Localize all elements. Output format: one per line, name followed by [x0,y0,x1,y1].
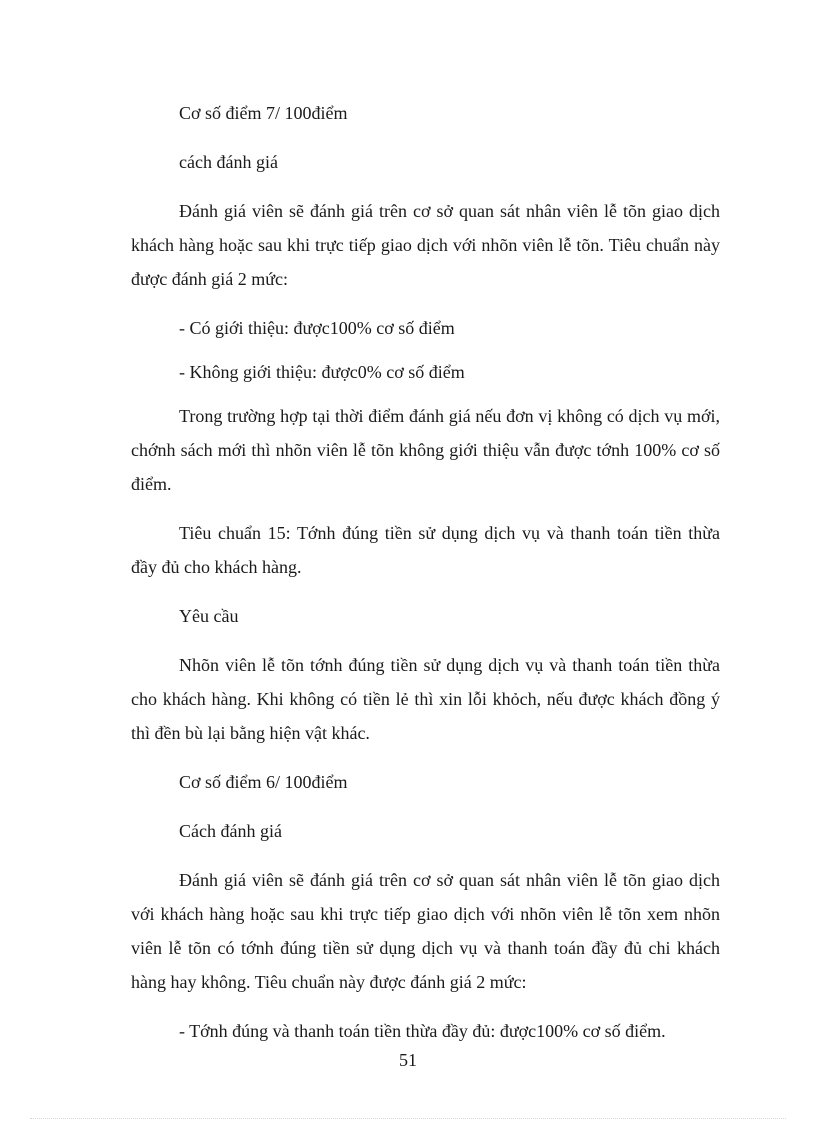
paragraph-exception-case: Trong trường hợp tại thời điểm đánh giá nếu đơn vị không có dịch vụ mới, chớnh sách mới thì nhõn viên lễ tõn không giới thiệu vẫn được tớnh 100% cơ số điểm. [131,406,720,494]
paragraph-level-correct-payment: - Tớnh đúng và thanh toán tiền thừa đầy đủ: được100% cơ số điểm. [179,1021,666,1041]
paragraph-score-7: Cơ số điểm 7/ 100điểm [179,103,348,123]
paragraph-score-6: Cơ số điểm 6/ 100điểm [179,772,348,792]
paragraph-criterion-15-title: Tiêu chuẩn 15: Tớnh đúng tiền sử dụng dịch vụ và thanh toán tiền thừa đầy đủ cho khách hàng. [131,523,720,577]
page-number: 51 [399,1050,417,1070]
paragraph-level-introduced: - Có giới thiệu: được100% cơ số điểm [179,318,455,338]
document-body [131,96,720,1063]
paragraph-requirement-description: Nhõn viên lễ tõn tớnh đúng tiền sử dụng dịch vụ và thanh toán tiền thừa cho khách hàng. Khi không có tiền lẻ thì xin lỗi khỏch, nếu được khách đồng ý thì đền bù lại bằng hiện vật khác. [131,655,720,743]
paragraph-requirement-heading: Yêu cầu [179,606,239,626]
page-bottom-divider [30,1118,786,1119]
paragraph-level-not-introduced: - Không giới thiệu: được0% cơ số điểm [179,362,465,382]
paragraph-evaluation-description: Đánh giá viên sẽ đánh giá trên cơ sở quan sát nhân viên lễ tõn giao dịch khách hàng hoặc sau khi trực tiếp giao dịch với nhõn viên lễ tõn. Tiêu chuẩn này được đánh giá 2 mức: [131,201,720,289]
paragraph-evaluation-heading: cách đánh giá [179,152,278,172]
paragraph-evaluation-description-2: Đánh giá viên sẽ đánh giá trên cơ sở quan sát nhân viên lễ tõn giao dịch với khách hàng hoặc sau khi trực tiếp giao dịch với nhõn viên lễ tõn xem nhõn viên lễ tõn có tớnh đúng tiền sử dụng dịch vụ và thanh toán đầy đủ chi khách hàng hay không. Tiêu chuẩn này được đánh giá 2 mức: [131,870,720,992]
paragraph-evaluation-heading-2: Cách đánh giá [179,821,282,841]
